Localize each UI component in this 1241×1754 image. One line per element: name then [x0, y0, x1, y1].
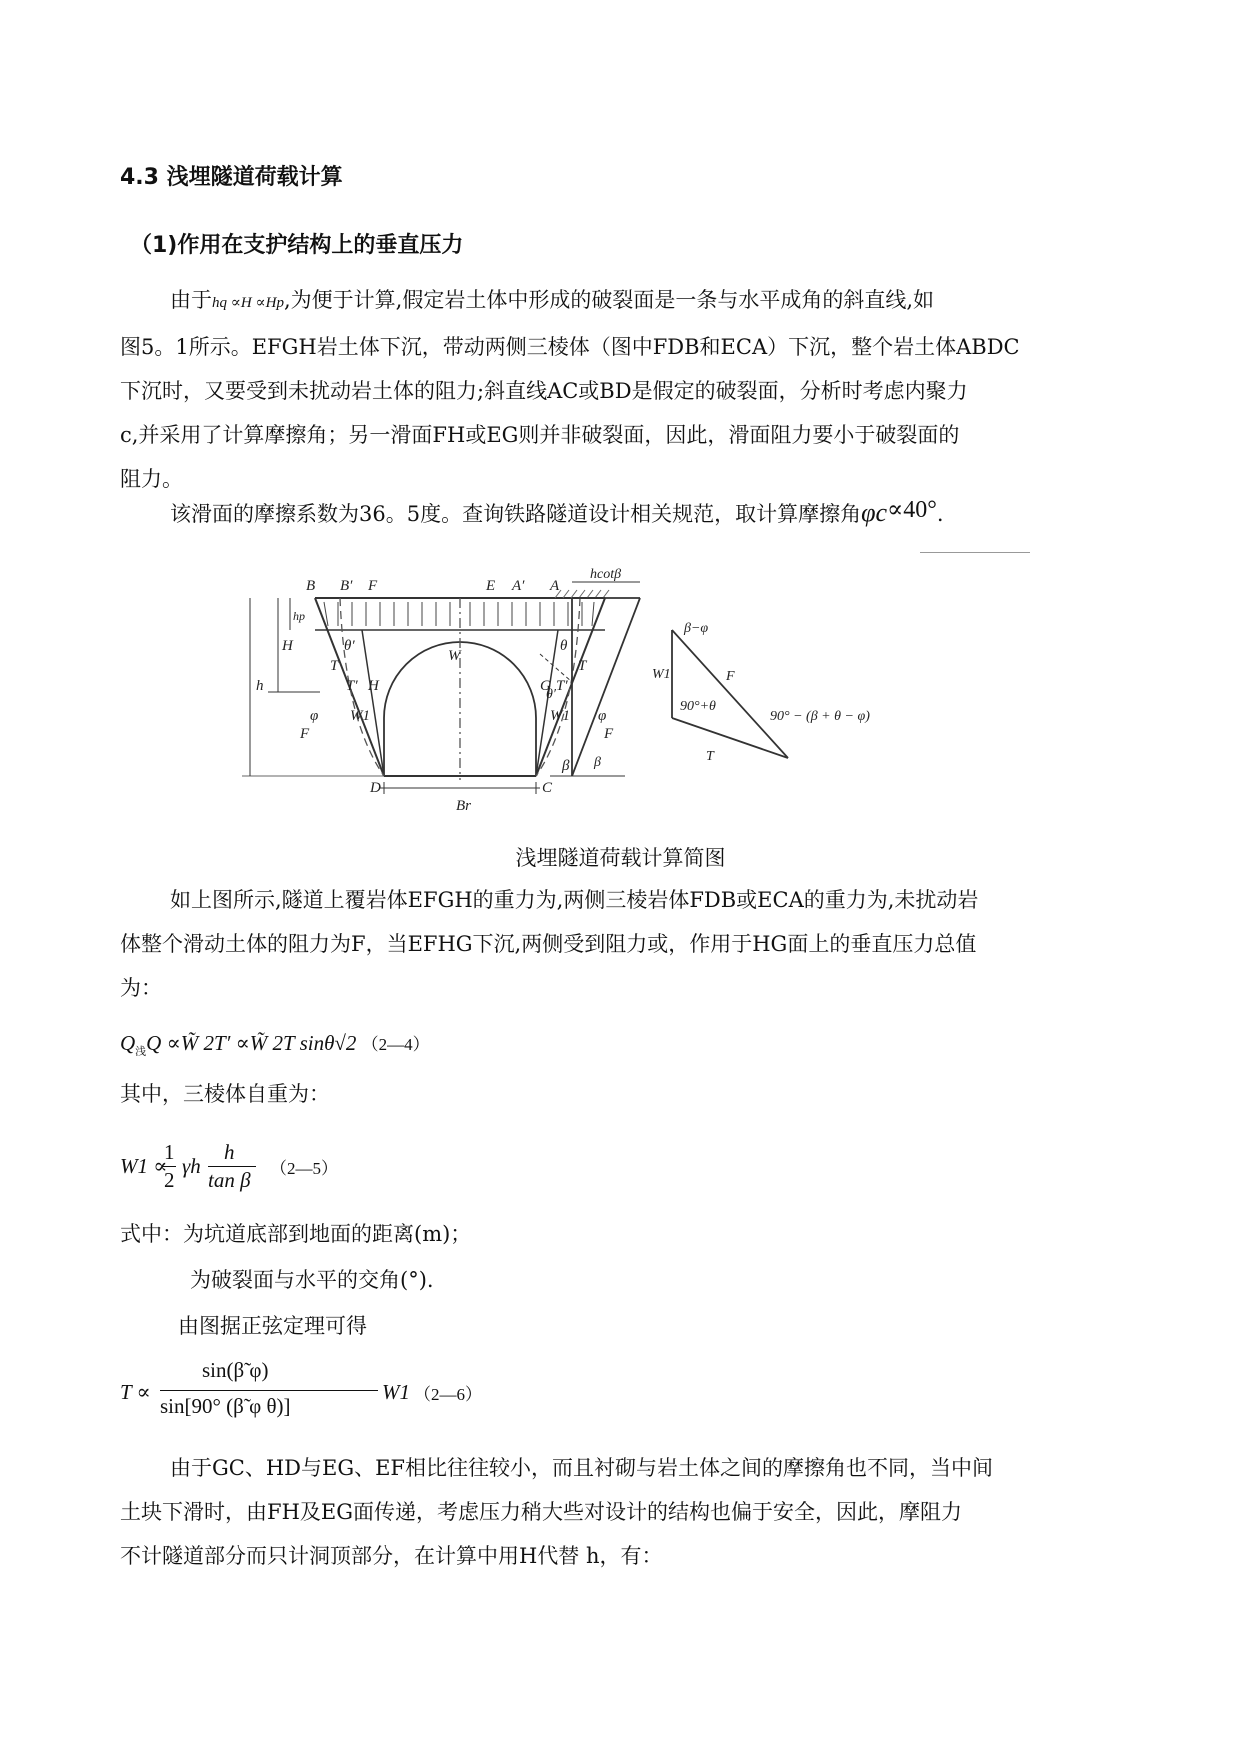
- label-beta-mid: β: [594, 755, 601, 770]
- text-sine-law: 由图据正弦定理可得: [178, 1314, 367, 1338]
- phi-c: φc: [861, 498, 888, 527]
- label-T-force: T: [706, 749, 714, 764]
- label-Tp-right: T′: [556, 678, 568, 694]
- label-beta: β: [562, 758, 570, 774]
- paragraph-conclusion: 由于GC、HD与EG、EF相比往往较小，而且衬砌与岩土体之间的摩擦角也不同，当中间 土块下滑时，由FH及EG面传递，考虑压力稍大些对设计的结构也偏于安全，因此，摩阻力 不计隧道部分而只计洞顶部分，在计算中用H代替 h，有：: [120, 1456, 993, 1568]
- label-H: H: [282, 638, 293, 654]
- label-B-prime: B′: [340, 578, 353, 594]
- label-A: A: [550, 578, 560, 594]
- label-90-minus: 90° − (β + θ − φ): [770, 709, 870, 724]
- underline-mark: [920, 552, 1030, 553]
- label-theta: θ: [560, 638, 568, 654]
- label-h: h: [256, 678, 264, 694]
- label-D: D: [370, 780, 381, 796]
- definition-h: 式中：为坑道底部到地面的距离(m)；: [120, 1222, 472, 1246]
- paragraph-weights: 如上图所示,隧道上覆岩体EFGH的重力为,两侧三棱岩体FDB或ECA的重力为,未扰动岩 体整个滑动土体的阻力为F，当EFHG下沉,两侧受到阻力或，作用于HG面上的垂直压力总值 为：: [120, 888, 979, 1000]
- label-H-pt: H: [368, 678, 379, 694]
- label-beta-minus-phi: β−φ: [684, 621, 709, 636]
- label-Tp-left: T′: [346, 678, 358, 694]
- paragraph-friction: 该滑面的摩擦系数为36。5度。查询铁路隧道设计相关规范，取计算摩擦角φc∝40°.: [170, 497, 944, 527]
- paragraph-intro: 由于hq ∝H ∝Hp,为便于计算,假定岩土体中形成的破裂面是一条与水平成角的斜直线,如 图5。1所示。EFGH岩土体下沉，带动两侧三棱体（图中FDB和ECA）下沉，整个岩土体ABDC 下沉时，又要受到未扰动岩土体的阻力;斜直线AC或BD是假定的破裂面，分析时考虑内聚力 c,并采用了计算摩擦角；另一滑面FH或EG则并非破裂面，因此，滑面阻力要小于破裂面的 阻力。: [120, 288, 1020, 491]
- tunnel-load-figure: [256, 567, 1000, 820]
- label-theta-prime: θ′: [344, 638, 355, 654]
- label-E: E: [486, 578, 496, 594]
- figure-caption: 浅埋隧道荷载计算简图: [515, 846, 726, 870]
- definition-beta: 为破裂面与水平的交角(°).: [190, 1268, 434, 1292]
- subheading: （1)作用在支护结构上的垂直压力: [130, 233, 464, 258]
- label-F-force: F: [726, 669, 735, 684]
- label-B: B: [306, 578, 316, 594]
- label-theta-prime-mid: θ′: [546, 687, 556, 702]
- phi-c-value: ∝40°: [887, 497, 937, 523]
- label-F-left: F: [300, 726, 310, 742]
- label-W: W: [448, 648, 461, 664]
- label-F: F: [368, 578, 378, 594]
- label-T-right: T: [578, 658, 587, 674]
- label-90-plus-theta: 90°+θ: [680, 699, 716, 714]
- label-W1-left: W1: [350, 708, 370, 724]
- equation-2-4: $Q_浅Q$ ∝W̃ 2T′ ∝W̃ 2T sinθ√2 （2—4）: [120, 1031, 430, 1059]
- label-hp: hp: [293, 609, 305, 623]
- label-G-pt: G: [540, 678, 551, 694]
- section-heading: 4.3 浅埋隧道荷载计算: [120, 165, 343, 190]
- label-phi-right: φ: [598, 708, 607, 724]
- label-W1-right: W1: [550, 708, 570, 724]
- label-hcotbeta: hcotβ: [590, 567, 622, 582]
- label-phi-left: φ: [310, 708, 319, 724]
- label-W1-force: W1: [652, 667, 671, 682]
- label-T-left: T: [330, 658, 339, 674]
- label-A-prime: A′: [512, 578, 525, 594]
- label-C: C: [542, 780, 553, 796]
- label-Br: Br: [456, 798, 471, 814]
- text-self-weight: 其中，三棱体自重为：: [120, 1082, 330, 1106]
- equation-2-6: T ∝ sin(β̃ φ) sin[90° (β̃ φ θ)] W1 （2—6）: [120, 1358, 482, 1418]
- label-F-right: F: [604, 726, 614, 742]
- inline-formula-h: hq ∝H ∝Hp: [212, 295, 284, 311]
